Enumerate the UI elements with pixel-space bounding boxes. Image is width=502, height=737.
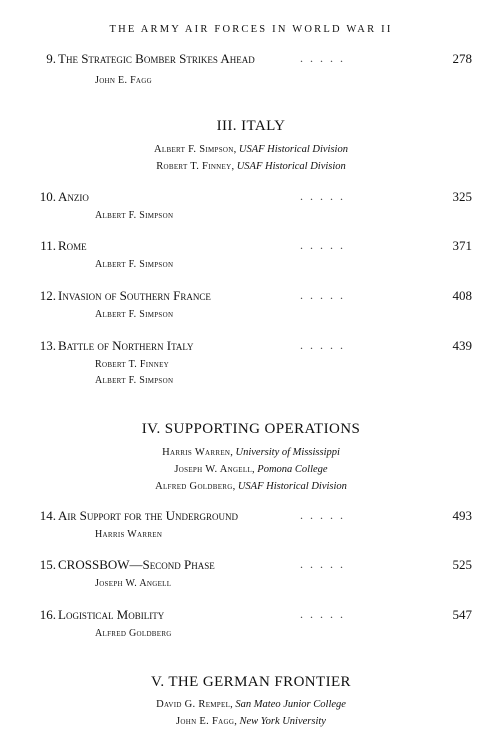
chapter-author: Joseph W. Angell bbox=[95, 578, 172, 589]
dot-leader: . . . . . bbox=[300, 288, 345, 302]
chapter-number: 10. bbox=[39, 189, 56, 204]
part-credit: David G. Rempel, San Mateo Junior College bbox=[156, 699, 346, 710]
dot-leader: . . . . . bbox=[300, 338, 345, 352]
chapter-title: Invasion of Southern France bbox=[58, 288, 211, 303]
chapter-title: Rome bbox=[58, 238, 87, 253]
credit-name: Alfred Goldberg bbox=[155, 481, 233, 492]
chapter-number: 9. bbox=[46, 51, 56, 66]
toc-entry[interactable] bbox=[0, 557, 502, 597]
toc-entry[interactable] bbox=[0, 607, 502, 647]
chapter-title: The Strategic Bomber Strikes Ahead bbox=[58, 51, 255, 66]
credit-affiliation: New York University bbox=[239, 716, 326, 727]
dot-leader: . . . . . bbox=[300, 508, 345, 522]
credit-affiliation: USAF Historical Division bbox=[236, 161, 346, 172]
credit-name: Robert T. Finney bbox=[156, 161, 232, 172]
page-number: 278 bbox=[452, 51, 472, 66]
credit-name: Joseph W. Angell bbox=[174, 464, 253, 475]
dot-leader: . . . . . bbox=[300, 51, 345, 65]
credit-name: David G. Rempel bbox=[156, 699, 231, 710]
chapter-title: Air Support for the Underground bbox=[58, 508, 238, 523]
chapter-number: 15. bbox=[39, 557, 56, 572]
chapter-number: 13. bbox=[39, 338, 56, 353]
toc-entry[interactable] bbox=[0, 51, 502, 91]
page-number: 325 bbox=[452, 189, 472, 204]
page-number: 493 bbox=[452, 508, 472, 523]
page-number: 371 bbox=[452, 238, 472, 253]
part-credit: John E. Fagg, New York University bbox=[176, 716, 326, 727]
chapter-author: Albert F. Simpson bbox=[95, 309, 174, 320]
page-number: 439 bbox=[452, 338, 472, 353]
chapter-number: 14. bbox=[39, 508, 56, 523]
toc-entry[interactable] bbox=[0, 238, 502, 278]
chapter-author: John E. Fagg bbox=[95, 75, 152, 86]
toc-entry[interactable] bbox=[0, 189, 502, 229]
chapter-title: CROSSBOW—Second Phase bbox=[58, 557, 215, 572]
credit-name: Harris Warren bbox=[162, 447, 231, 458]
running-head: THE ARMY AIR FORCES IN WORLD WAR II bbox=[109, 24, 393, 35]
chapter-author: Albert F. Simpson bbox=[95, 210, 174, 221]
chapter-title: Logistical Mobility bbox=[58, 607, 165, 622]
toc-entry[interactable] bbox=[0, 508, 502, 548]
chapter-author: Albert F. Simpson bbox=[95, 375, 174, 386]
credit-name: John E. Fagg bbox=[176, 716, 235, 727]
part-credit: Albert F. Simpson, USAF Historical Division bbox=[154, 144, 348, 155]
dot-leader: . . . . . bbox=[300, 189, 345, 203]
part-title: III. ITALY bbox=[216, 118, 286, 134]
chapter-number: 12. bbox=[39, 288, 56, 303]
credit-affiliation: USAF Historical Division bbox=[238, 144, 348, 155]
chapter-title: Anzio bbox=[58, 189, 89, 204]
dot-leader: . . . . . bbox=[300, 557, 345, 571]
page-number: 408 bbox=[452, 288, 472, 303]
credit-affiliation: San Mateo Junior College bbox=[235, 699, 346, 710]
credit-name: Albert F. Simpson bbox=[154, 144, 234, 155]
page-number: 525 bbox=[452, 557, 472, 572]
chapter-title: Battle of Northern Italy bbox=[58, 338, 194, 353]
credit-affiliation: USAF Historical Division bbox=[237, 481, 347, 492]
chapter-author: Robert T. Finney bbox=[95, 359, 170, 370]
part-title: IV. SUPPORTING OPERATIONS bbox=[141, 421, 361, 437]
chapter-author: Harris Warren bbox=[95, 529, 163, 540]
chapter-number: 16. bbox=[39, 607, 56, 622]
toc-entry[interactable] bbox=[0, 288, 502, 328]
part-credit: Alfred Goldberg, USAF Historical Division bbox=[155, 481, 347, 492]
page-number: 547 bbox=[452, 607, 472, 622]
part-credit: Robert T. Finney, USAF Historical Division bbox=[156, 161, 346, 172]
toc-entry[interactable] bbox=[0, 338, 502, 390]
chapter-number: 11. bbox=[40, 238, 56, 253]
credit-affiliation: Pomona College bbox=[257, 464, 328, 475]
credit-affiliation: University of Mississippi bbox=[235, 447, 340, 458]
part-credit: Harris Warren, University of Mississippi bbox=[162, 447, 340, 458]
dot-leader: . . . . . bbox=[300, 607, 345, 621]
dot-leader: . . . . . bbox=[300, 238, 345, 252]
chapter-author: Alfred Goldberg bbox=[95, 628, 172, 639]
chapter-author: Albert F. Simpson bbox=[95, 259, 174, 270]
part-credit: Joseph W. Angell, Pomona College bbox=[174, 464, 328, 475]
part-title: V. THE GERMAN FRONTIER bbox=[151, 674, 351, 690]
